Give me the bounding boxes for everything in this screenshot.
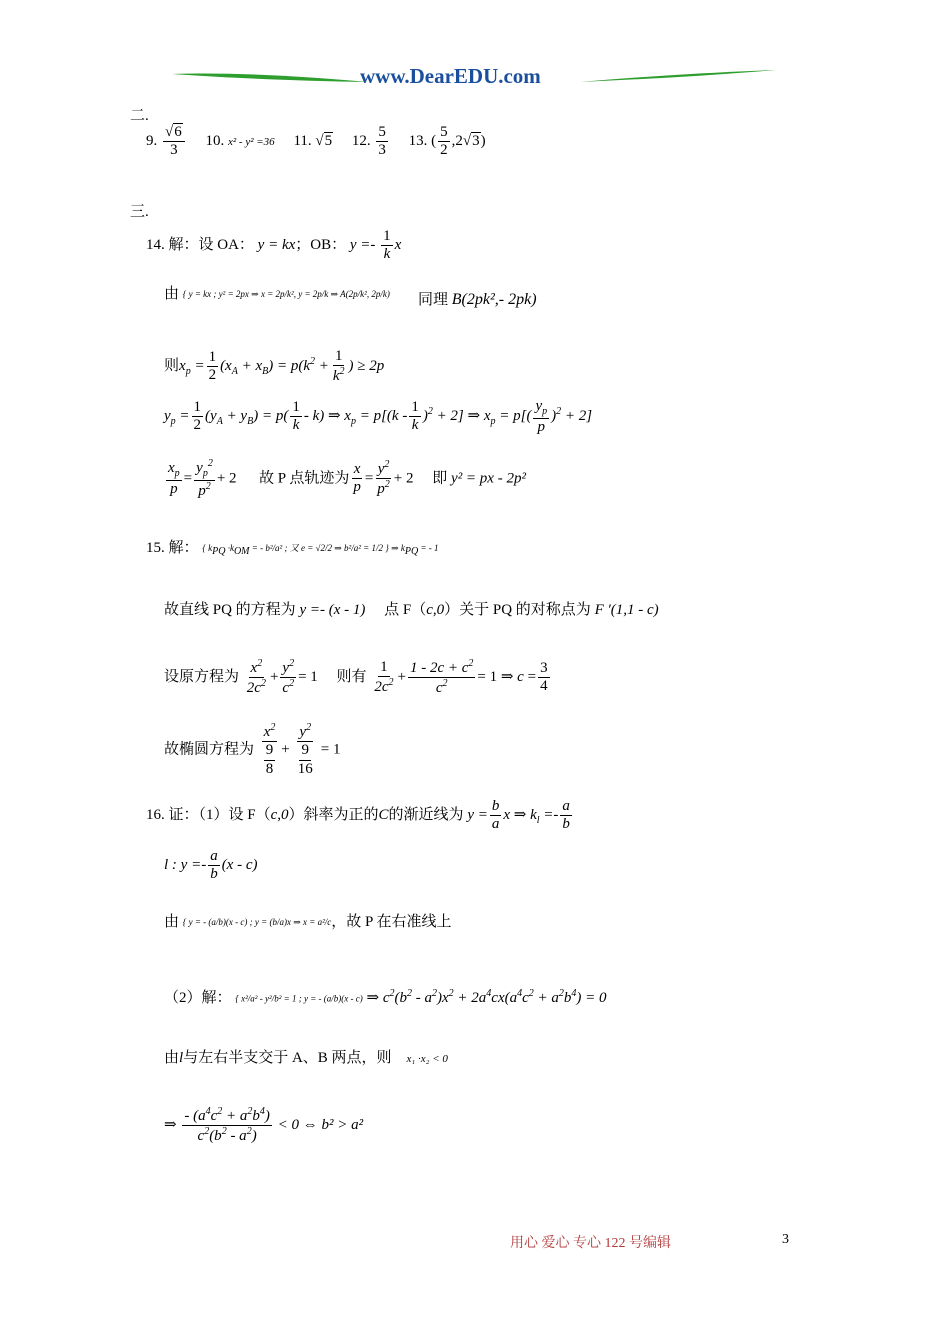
answer-11-label: 11. <box>293 133 312 150</box>
p16-line2: l : y =- $\frac{a}{b}$ (x - c) <box>164 848 258 883</box>
answer-13-label: 13. <box>408 133 428 150</box>
section-two-label: 二. <box>130 108 149 124</box>
answer-12-label: 12. <box>351 133 371 150</box>
header-swoosh-left <box>170 66 370 92</box>
answers-row <box>146 124 486 160</box>
footer-text: 用心 爱心 专心 122 号编辑 <box>510 1236 671 1251</box>
p16-line5: 由l与左右半支交于 A、B 两点，则 x₁ ·x₂ < 0 <box>164 1050 448 1066</box>
p14-line1: 14. 解：设 OA： y = kx；OB： y =- $\frac{1}{k}$ x <box>146 228 402 263</box>
p14-locus-line: $\frac{x_p}{p}$ = $\frac{y_p^2}{p^2}$ + 2 故 P 点轨迹为 $\frac{x}{p}$ = $\frac{y^2}{p^2}$ + 2 即 y² = px - 2p² <box>168 458 526 499</box>
section-three-label: 三. <box>130 204 149 220</box>
answer-12-fraction: $\frac{5}{3}$ <box>378 124 386 159</box>
p14-line2: 由 { y = kx ; y² = 2px ⇒ x = 2p/k², y = 2p/k ⇒ A(2p/k², 2p/k) <box>164 286 390 302</box>
answer-10-expr: x² - y² =36 <box>227 136 275 149</box>
answer-9-fraction: $\frac{√6}{3}$ <box>163 124 185 160</box>
page-number: 3 <box>782 1232 789 1247</box>
p16-line3: 由 { y = - (a/b)(x - c) ; y = (b/a)x ⇒ x = a²/c，故 P 在右准线上 <box>164 914 452 930</box>
p14-yp-line: $y_p$ = $\frac{1}{2}$ $(y_A + y_B) = p$( $\frac{1}{k}$ - k) ⇒ $x_p = p[(k$ - $\frac{1}{k}$ )$^2$ + 2] ⇒ $x_p = p$[( $\frac{y_p}{p}$ )$^2$ + 2] <box>164 398 593 435</box>
p16-line1: 16. 证：（1）设 F（c,0）斜率为正的C的渐近线为 y = $\frac{b}{a}$ x ⇒ $k_l$ =- $\frac{a}{b}$ <box>146 798 570 833</box>
answer-10-label: 10. <box>205 133 225 150</box>
p16-line4: （2）解： { x²/a² - y²/b² = 1 ; y = - (a/b)(x - c) ⇒ $c^2(b^2 - a^2)x^2 + 2a^4cx(a^4c^2 + a^2b^4) = 0$ <box>164 988 607 1006</box>
p14-tongli: 同理 B(2pk²,- 2pk) <box>418 291 537 308</box>
answer-11-value: √5 <box>315 133 333 150</box>
answer-9-label: 9. <box>146 133 158 150</box>
p15-line1: 15. 解： { $k_{PQ} \cdot k_{OM}$ = - b²/a² ; 又 e = √2/2 ⇒ b²/a² = 1/2 } ⇒ $k_{PQ}$ = - 1 <box>146 540 439 557</box>
p15-line3: 设原方程为 $\frac{x^2}{2c^2}$ + $\frac{y^2}{c^2}$ = 1 则有 $\frac{1}{2c^2}$ + $\frac{1 - 2c + c^2}{c^2}$ = 1 ⇒ c = $\frac{3}{4}$ <box>164 658 548 697</box>
p16-line6: ⇒ $\frac{- (a^4c^2 + a^2b^4)}{c^2(b^2 - a^2)}$ < 0 ⇔ b² > a² <box>164 1106 364 1145</box>
header-banner <box>170 66 778 92</box>
header-swoosh-right <box>578 66 778 92</box>
header-logo: www.DearEDU.com <box>360 64 541 88</box>
p15-line4: 故椭圆方程为 $\frac{x^2}{\frac{9}{8}}$ + $\frac{y^2}{\frac{9}{16}}$ = 1 <box>164 722 341 777</box>
p14-xp-line: 则$x_p$ = $\frac{1}{2}$ $(x_A + x_B) = p(k^2$ + $\frac{1}{k^2}$ ) ≥ 2p <box>164 348 385 385</box>
p15-line2: 故直线 PQ 的方程为 y =- (x - 1) 点 F（c,0）关于 PQ 的对称点为 F ′(1,1 - c) <box>164 602 659 618</box>
answer-13-value: ( $\frac{5}{2}$ ,2√3) <box>431 124 486 159</box>
